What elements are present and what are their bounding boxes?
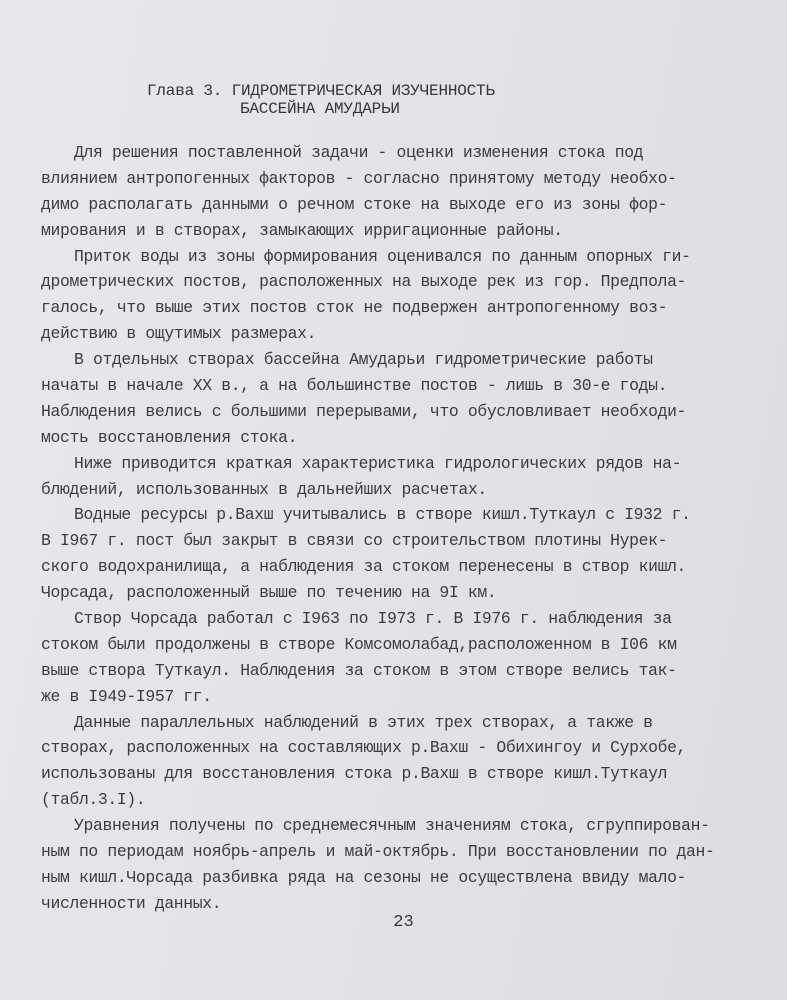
text-line: Створ Чорсада работал с I963 по I973 г. В I976 г. наблюдения за (74, 609, 672, 629)
text-line: действию в ощутимых размерах. (41, 324, 317, 344)
chapter-heading-line-2: БАССЕЙНА АМУДАРЬИ (240, 100, 400, 118)
text-line: же в I949-I957 гг. (41, 686, 212, 706)
text-line: Чорсада, расположенный выше по течению на 9I км. (41, 583, 497, 603)
text-line: створах, расположенных на составляющих р.Вахш - Обихингоу и Сурхобе, (41, 738, 687, 758)
chapter-heading (147, 82, 707, 118)
page-number: 23 (393, 913, 414, 932)
text-line: В I967 г. пост был закрыт в связи со строительством плотины Нурек- (41, 531, 668, 551)
text-line: влиянием антропогенных факторов - согласно принятому методу необхо- (41, 168, 677, 188)
text-line: Ниже приводится краткая характеристика гидрологических рядов на- (74, 453, 682, 473)
text-line: мость восстановления стока. (41, 427, 298, 447)
text-line: ным по периодам ноябрь-апрель и май-октябрь. При восстановлении по дан- (41, 842, 715, 862)
text-line: Данные параллельных наблюдений в этих трех створах, а также в (74, 712, 653, 732)
text-line: блюдений, использованных в дальнейших расчетах. (41, 479, 487, 499)
text-line: Приток воды из зоны формирования оценивался по данным опорных ги- (74, 246, 691, 266)
text-line: выше створа Туткаул. Наблюдения за стоком в этом створе велись так- (41, 660, 677, 680)
text-line: использованы для восстановления стока р.Вахш в створе кишл.Туткаул (41, 764, 668, 784)
text-line: галось, что выше этих постов сток не подвержен антропогенному воз- (41, 298, 668, 318)
body-text (41, 140, 766, 917)
text-line: Водные ресурсы р.Вахш учитывались в створе кишл.Туткаул с I932 г. (74, 505, 691, 525)
text-line: В отдельных створах бассейна Амударьи гидрометрические работы (74, 350, 653, 370)
text-line: численности данных. (41, 893, 222, 913)
text-line: стоком были продолжены в створе Комсомолабад,расположенном в I06 км (41, 634, 677, 654)
text-line: димо располагать данными о речном стоке на выходе его из зоны фор- (41, 194, 668, 214)
text-line: дрометрических постов, расположенных на выходе рек из гор. Предпола- (41, 272, 687, 292)
text-line: ского водохранилища, а наблюдения за стоком перенесены в створ кишл. (41, 557, 687, 577)
text-line: (табл.3.I). (41, 790, 146, 810)
chapter-heading-line-1: Глава 3. ГИДРОМЕТРИЧЕСКАЯ ИЗУЧЕННОСТЬ (147, 82, 495, 100)
text-line: Для решения поставленной задачи - оценки изменения стока под (74, 143, 644, 162)
text-line: Уравнения получены по среднемесячным значениям стока, сгруппирован- (74, 816, 710, 836)
text-line: ным кишл.Чорсада разбивка ряда на сезоны не осуществлена ввиду мало- (41, 867, 687, 887)
text-line: начаты в начале XX в., а на большинстве постов - лишь в 30-е годы. (41, 376, 668, 396)
text-line: Наблюдения велись с большими перерывами, что обусловливает необходи- (41, 401, 687, 421)
text-line: мирования и в створах, замыкающих ирригационные районы. (41, 220, 563, 240)
